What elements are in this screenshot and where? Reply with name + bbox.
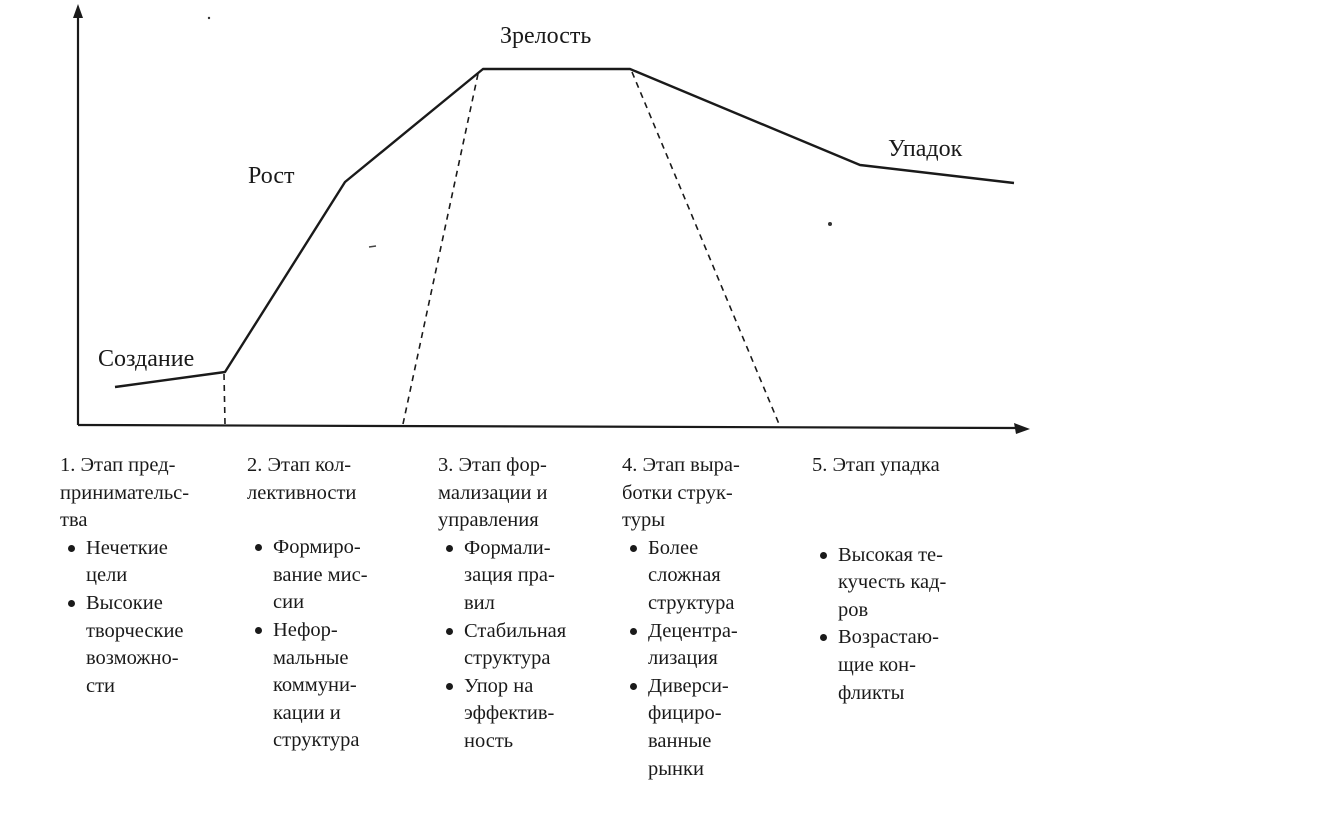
- stage-feature: [247, 617, 368, 755]
- stage-feature-text: Упор на эффектив- ность: [464, 674, 555, 752]
- stage-feature-text: Возрастаю- щие кон- фликты: [838, 626, 939, 704]
- stage-feature-text: Высокие творческие возможно- сти: [86, 591, 184, 697]
- bullet-icon: [255, 544, 262, 551]
- stage-feature: [438, 673, 566, 756]
- stage-feature-text: Более сложная структура: [648, 536, 735, 614]
- phase-label-growth: Рост: [248, 163, 295, 189]
- stage-feature-list: [247, 507, 368, 755]
- bullet-icon: [68, 600, 75, 607]
- bullet-icon: [446, 628, 453, 635]
- y-axis-arrow: [73, 4, 83, 18]
- bullet-icon: [446, 545, 453, 552]
- bullet-icon: [630, 628, 637, 635]
- x-axis: [78, 425, 1018, 428]
- stage-feature: [60, 590, 189, 700]
- bullet-icon: [630, 683, 637, 690]
- stage-title: 5. Этап упадка: [812, 454, 940, 476]
- bullet-icon: [820, 634, 827, 641]
- stage-1: [60, 452, 189, 700]
- bullet-icon: [446, 683, 453, 690]
- scan-speck: [828, 222, 832, 226]
- phase-label-creation: Создание: [98, 346, 195, 372]
- scan-speck: [208, 17, 210, 19]
- stage-title: 4. Этап выра- ботки струк- туры: [622, 454, 740, 532]
- stage-title: 3. Этап фор- мализации и управления: [438, 454, 548, 532]
- x-axis-arrow: [1014, 423, 1030, 434]
- divider-stage-3-4: [632, 72, 779, 424]
- stage-feature: [622, 535, 740, 618]
- stage-feature-list: [812, 480, 946, 708]
- stage-feature: [812, 542, 946, 625]
- stage-title: 1. Этап пред- принимательс- тва: [60, 454, 190, 532]
- phase-label-maturity: Зрелость: [500, 23, 592, 49]
- stage-feature: [438, 535, 566, 618]
- divider-stage-1-2: [224, 374, 225, 424]
- stage-feature-list: [622, 535, 740, 783]
- stage-feature: [812, 624, 946, 707]
- bullet-icon: [630, 545, 637, 552]
- stage-5: [812, 452, 946, 707]
- bullet-icon: [255, 627, 262, 634]
- stage-feature-text: Высокая те- кучесть кад- ров: [838, 543, 947, 621]
- stage-feature: [247, 534, 368, 617]
- stage-feature: [622, 618, 740, 673]
- stage-feature-list: [438, 535, 566, 756]
- lifecycle-curve: [115, 69, 1014, 387]
- phase-label-decline: Упадок: [888, 136, 963, 162]
- stage-feature-text: Нечеткие цели: [86, 536, 168, 587]
- stage-2: [247, 452, 368, 755]
- stage-4: [622, 452, 740, 783]
- stage-feature-text: Формиро- вание мис- сии: [273, 536, 368, 614]
- bullet-icon: [820, 552, 827, 559]
- stage-feature-text: Децентра- лизация: [648, 619, 738, 670]
- scan-speck: [369, 246, 376, 247]
- stage-feature: [60, 535, 189, 590]
- stage-3: [438, 452, 566, 756]
- stage-feature: [622, 673, 740, 783]
- stage-feature-text: Стабильная структура: [464, 619, 567, 670]
- stage-feature-text: Диверси- фициро- ванные рынки: [648, 674, 729, 780]
- stage-feature-text: Нефор- мальные коммуни- кации и структура: [273, 618, 360, 752]
- bullet-icon: [68, 545, 75, 552]
- stage-title: 2. Этап кол- лективности: [247, 454, 357, 504]
- stage-feature-list: [60, 535, 189, 701]
- stage-feature-text: Формали- зация пра- вил: [464, 536, 555, 614]
- stage-feature: [438, 618, 566, 673]
